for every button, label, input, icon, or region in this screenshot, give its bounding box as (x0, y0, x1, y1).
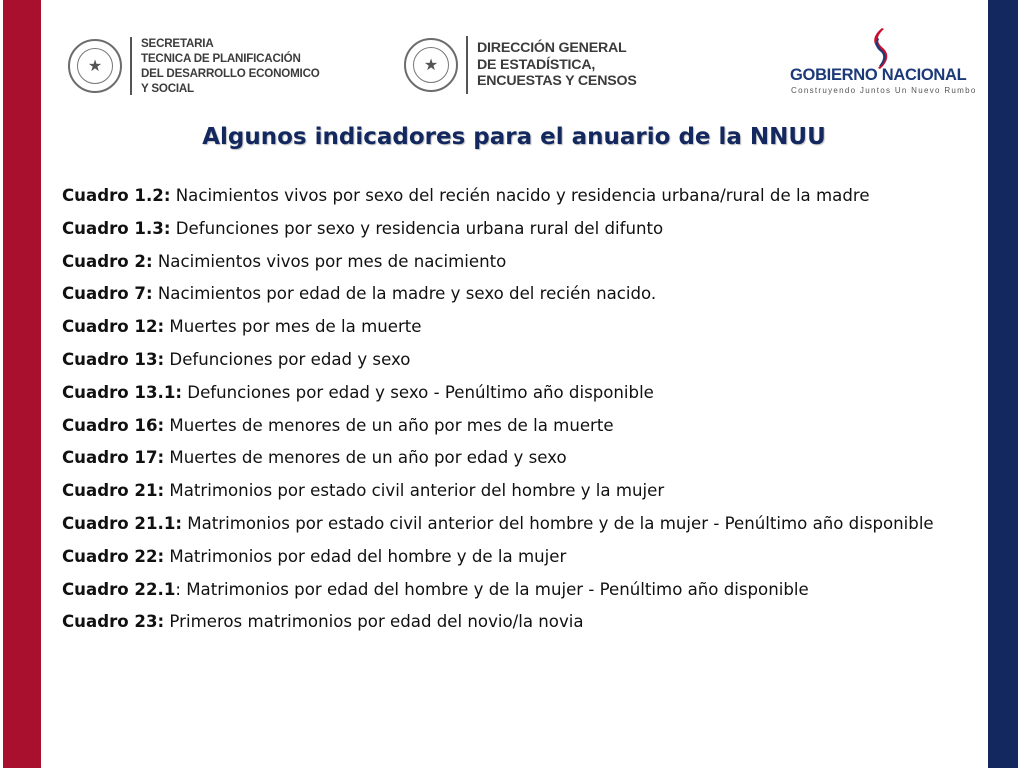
list-item (62, 315, 962, 338)
stp-line: Y SOCIAL (141, 82, 194, 95)
stp-line: DEL DESARROLLO ECONOMICO (141, 67, 320, 80)
left-red-bar (3, 0, 41, 768)
item-text: Nacimientos vivos por mes de nacimiento (152, 251, 507, 271)
item-text: Muertes por mes de la muerte (164, 317, 422, 337)
item-text: Defunciones por edad y sexo (164, 349, 411, 369)
item-text: Matrimonios por edad del hombre y de la mujer (164, 546, 567, 566)
item-text: : Matrimonios por edad del hombre y de la mujer - Penúltimo año disponible (175, 579, 809, 599)
item-text: Matrimonios por estado civil anterior del hombre y de la mujer - Penúltimo año disponible (182, 513, 934, 533)
page-title: Algunos indicadores para el anuario de la NNUU (202, 124, 826, 150)
stp-logo (68, 36, 320, 96)
gobierno-nacional-slogan: Construyendo Juntos Un Nuevo Rumbo (791, 86, 977, 95)
item-label: Cuadro 13.1: (62, 382, 183, 402)
stp-name (141, 36, 320, 96)
item-label: Cuadro 7: (62, 284, 153, 304)
list-item (62, 446, 962, 469)
stp-line: SECRETARIA (141, 37, 214, 50)
seal-icon: ★ (68, 39, 122, 93)
list-item (62, 250, 962, 273)
dgeec-logo (404, 36, 637, 94)
item-label: Cuadro 21: (62, 481, 165, 501)
seal-icon: ★ (404, 38, 458, 92)
item-label: Cuadro 1.3: (62, 218, 171, 238)
gobierno-nacional-logo (790, 28, 980, 98)
dgeec-line: DE ESTADÍSTICA, (477, 56, 596, 73)
item-text: Nacimientos por edad de la madre y sexo del recién nacido. (152, 284, 657, 304)
stp-line: TECNICA DE PLANIFICACIÓN (141, 52, 301, 65)
list-item (62, 512, 962, 535)
item-text: Muertes de menores de un año por mes de la muerte (164, 415, 614, 435)
item-label: Cuadro 16: (62, 415, 165, 435)
logo-divider (130, 37, 132, 95)
list-item (62, 414, 962, 437)
item-text: Defunciones por sexo y residencia urbana rural del difunto (170, 218, 664, 238)
item-label: Cuadro 21.1: (62, 513, 183, 533)
list-item (62, 381, 962, 404)
list-item (62, 479, 962, 502)
dgeec-line: ENCUESTAS Y CENSOS (477, 73, 637, 90)
list-item (62, 545, 962, 568)
item-label: Cuadro 22: (62, 546, 165, 566)
list-item (62, 348, 962, 371)
dgeec-name (477, 40, 637, 90)
item-label: Cuadro 1.2: (62, 186, 171, 205)
gobierno-nacional-name: GOBIERNO NACIONAL (790, 66, 967, 84)
item-label: Cuadro 2: (62, 251, 153, 271)
logo-divider (466, 36, 468, 94)
dgeec-line: DIRECCIÓN GENERAL (477, 40, 627, 57)
item-label: Cuadro 13: (62, 349, 165, 369)
list-item (62, 184, 962, 207)
list-item (62, 578, 962, 601)
item-text: Muertes de menores de un año por edad y sexo (164, 448, 567, 468)
item-label: Cuadro 22.1 (62, 579, 176, 599)
list-item (62, 282, 962, 305)
right-navy-bar (988, 0, 1018, 768)
list-item (62, 217, 962, 240)
item-text: Nacimientos vivos por sexo del recién nacido y residencia urbana/rural de la madre (170, 186, 870, 205)
item-text: Defunciones por edad y sexo - Penúltimo año disponible (182, 382, 654, 402)
list-item (62, 610, 962, 633)
item-label: Cuadro 12: (62, 317, 165, 337)
item-text: Matrimonios por estado civil anterior del hombre y la mujer (164, 481, 665, 501)
item-label: Cuadro 17: (62, 448, 165, 468)
item-text: Primeros matrimonios por edad del novio/la novia (164, 612, 584, 632)
indicator-list (62, 184, 962, 643)
item-label: Cuadro 23: (62, 612, 165, 632)
